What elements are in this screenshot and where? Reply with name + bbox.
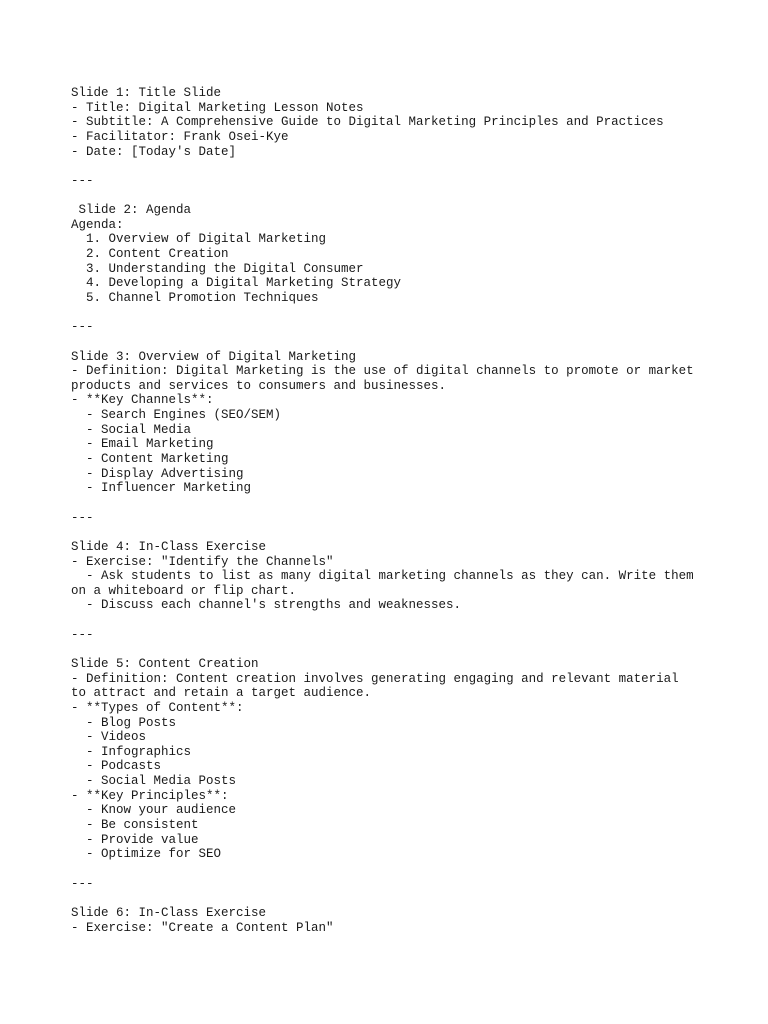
document-line: ---: [71, 627, 94, 642]
document-line: - Email Marketing: [71, 437, 214, 452]
document-line: [71, 335, 751, 350]
document-line: Slide 3: Overview of Digital Marketing: [71, 349, 357, 364]
document-line: - Infographics: [71, 744, 192, 759]
document-line: - Definition: Content creation involves generating engaging and relevant material: [71, 671, 679, 686]
document-line: - Social Media: [71, 422, 192, 437]
document-line: [71, 862, 751, 877]
document-line: - Know your audience: [71, 803, 237, 818]
document-line: 2. Content Creation: [71, 247, 229, 262]
document-line: Slide 4: In-Class Exercise: [71, 539, 267, 554]
document-line: - **Key Principles**:: [71, 788, 229, 803]
document-line: ---: [71, 173, 94, 188]
document-line: - **Key Channels**:: [71, 393, 214, 408]
document-line: - Ask students to list as many digital marketing channels as they can. Write them: [71, 569, 694, 584]
document-line: ---: [71, 320, 94, 335]
document-line: to attract and retain a target audience.: [71, 686, 372, 701]
document-text: [71, 86, 751, 935]
document-line: products and services to consumers and businesses.: [71, 378, 447, 393]
document-line: - Discuss each channel's strengths and weaknesses.: [71, 598, 462, 613]
document-line: - Be consistent: [71, 818, 199, 833]
document-line: [71, 891, 751, 906]
document-line: ---: [71, 510, 94, 525]
document-line: - Provide value: [71, 832, 199, 847]
document-line: [71, 306, 751, 321]
document-line: - Exercise: "Identify the Channels": [71, 554, 334, 569]
document-line: - Blog Posts: [71, 715, 177, 730]
document-line: - Title: Digital Marketing Lesson Notes: [71, 100, 364, 115]
document-line: - Podcasts: [71, 759, 162, 774]
document-line: Slide 1: Title Slide: [71, 86, 222, 100]
document-line: - Exercise: "Create a Content Plan": [71, 920, 334, 935]
document-line: - Definition: Digital Marketing is the use of digital channels to promote or market: [71, 364, 694, 379]
document-line: on a whiteboard or flip chart.: [71, 583, 297, 598]
document-line: 4. Developing a Digital Marketing Strategy: [71, 276, 402, 291]
document-line: - Search Engines (SEO/SEM): [71, 408, 282, 423]
document-line: - Display Advertising: [71, 466, 244, 481]
document-line: - Subtitle: A Comprehensive Guide to Digital Marketing Principles and Practices: [71, 115, 664, 130]
document-line: - Social Media Posts: [71, 774, 237, 789]
document-line: - Optimize for SEO: [71, 847, 222, 862]
document-line: [71, 159, 751, 174]
document-line: 1. Overview of Digital Marketing: [71, 232, 327, 247]
document-line: Slide 2: Agenda: [71, 203, 192, 218]
document-line: Slide 5: Content Creation: [71, 656, 259, 671]
document-line: Slide 6: In-Class Exercise: [71, 905, 267, 920]
document-line: Agenda:: [71, 217, 124, 232]
document-line: ---: [71, 876, 94, 891]
document-line: [71, 496, 751, 511]
document-line: 3. Understanding the Digital Consumer: [71, 261, 364, 276]
document-line: 5. Channel Promotion Techniques: [71, 290, 319, 305]
document-line: - Influencer Marketing: [71, 481, 252, 496]
document-line: - Facilitator: Frank Osei-Kye: [71, 129, 289, 144]
document-line: [71, 613, 751, 628]
document-line: [71, 188, 751, 203]
document-line: [71, 642, 751, 657]
document-line: [71, 525, 751, 540]
document-line: - **Types of Content**:: [71, 700, 244, 715]
document-line: - Content Marketing: [71, 452, 229, 467]
document-line: - Date: [Today's Date]: [71, 144, 237, 159]
document-line: - Videos: [71, 730, 147, 745]
